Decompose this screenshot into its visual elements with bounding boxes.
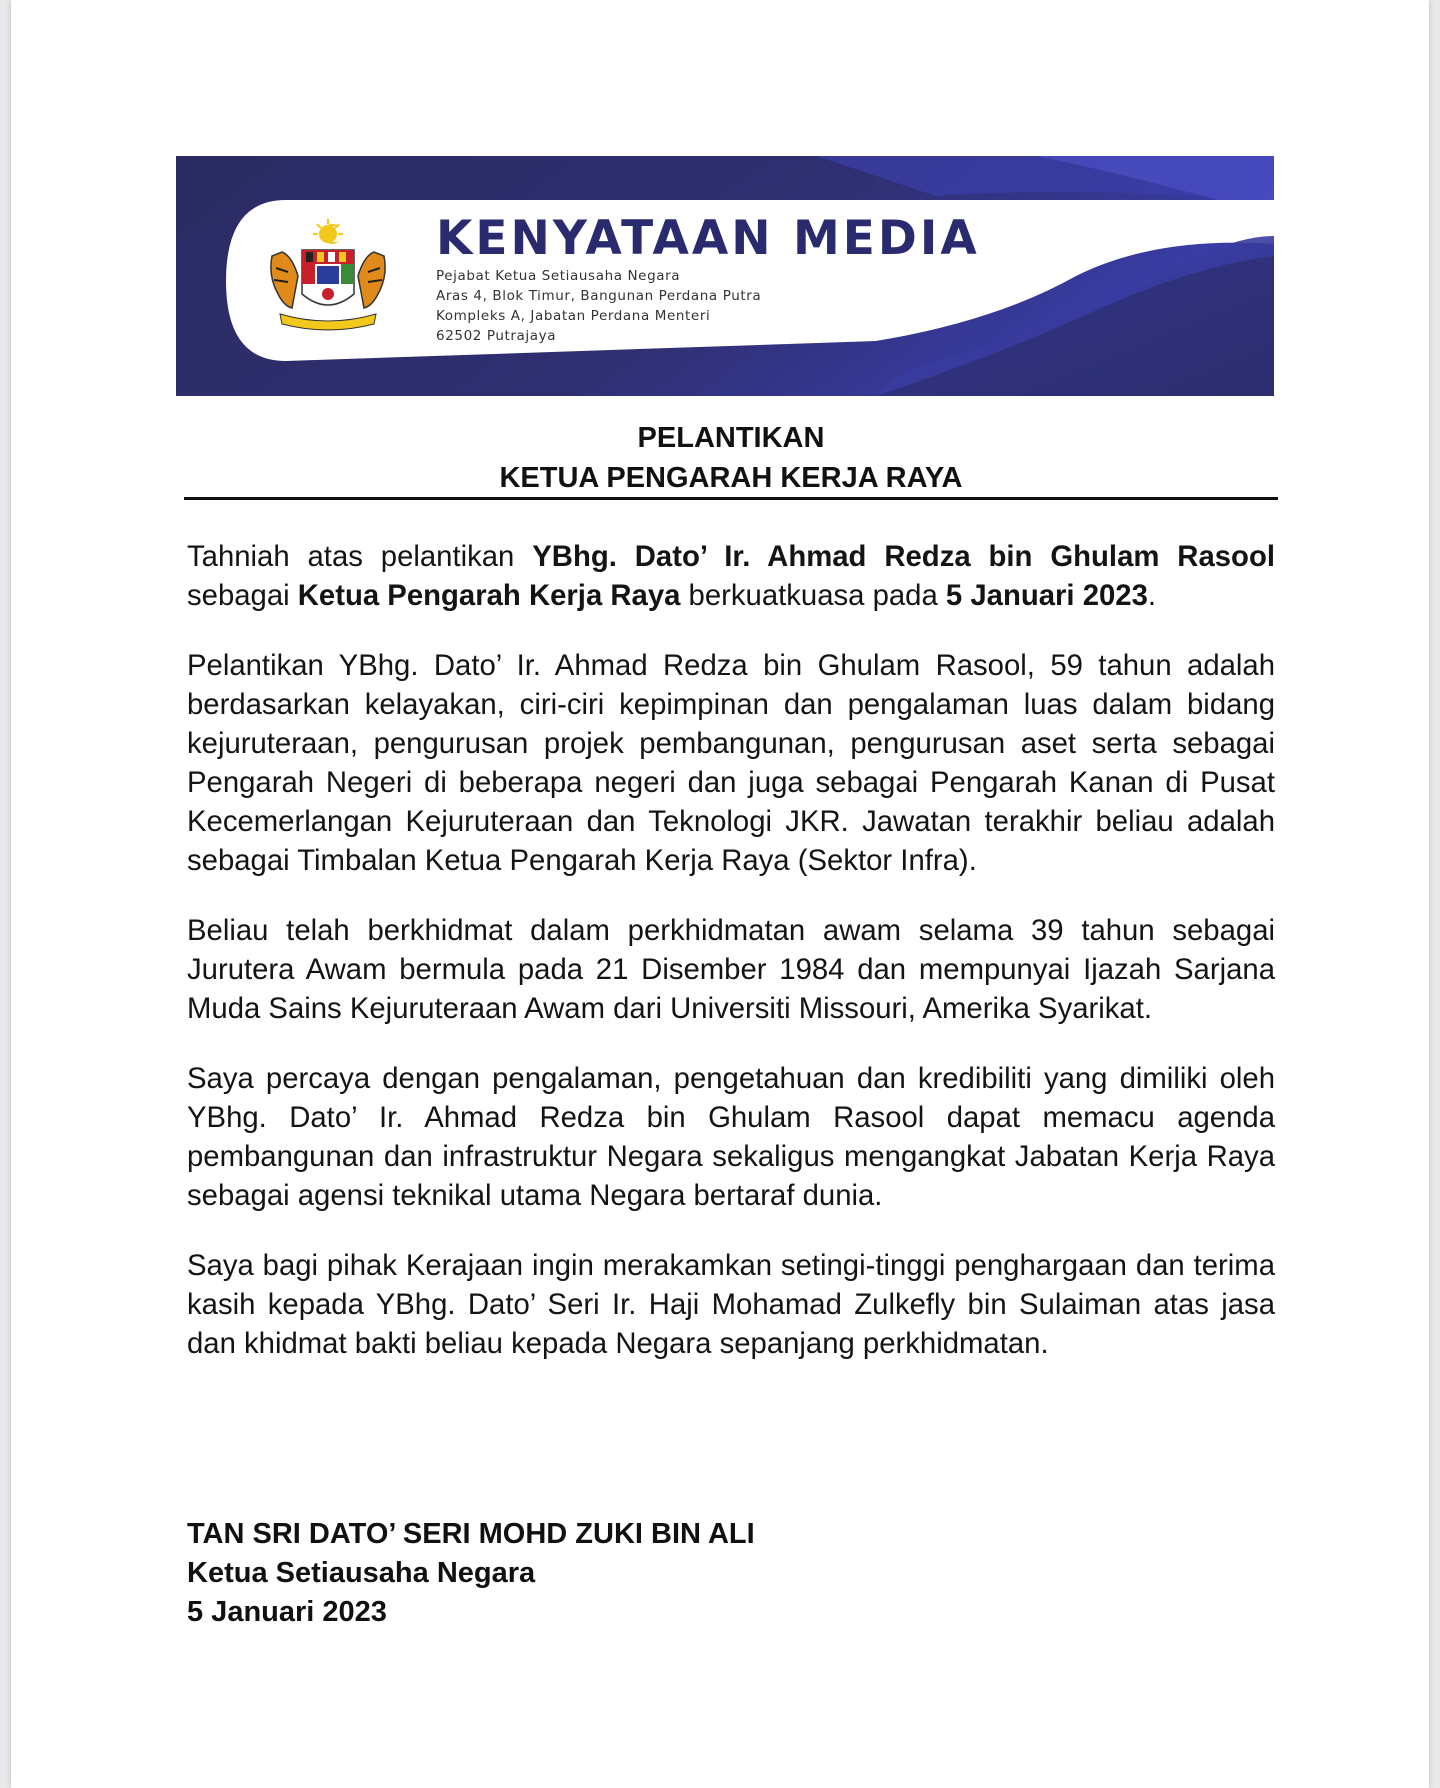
address-line: Aras 4, Blok Timur, Bangunan Perdana Putra xyxy=(436,288,762,304)
signatory-title: Ketua Setiausaha Negara xyxy=(187,1557,536,1589)
malaysia-coat-of-arms-icon xyxy=(262,216,394,340)
paragraph-4: Saya percaya dengan pengalaman, pengetahuan dan kredibiliti yang dimiliki oleh YBhg. Dato’ Ir. Ahmad Redza bin Ghulam Rasool dapat memacu agenda pembangunan dan infrastruktur Negara sekaligus mengangkat Jabatan Kerja Raya sebagai agensi teknikal utama Negara bertaraf dunia. xyxy=(187,1062,1275,1212)
text: . xyxy=(1147,579,1157,612)
heading-line-2: KETUA PENGARAH KERJA RAYA xyxy=(499,462,963,494)
text: Tahniah atas pelantikan xyxy=(187,540,533,573)
document-page xyxy=(11,0,1429,1788)
signature-block xyxy=(187,1515,755,1632)
address-line: Kompleks A, Jabatan Perdana Menteri xyxy=(436,308,711,324)
appointee-name: YBhg. Dato’ Ir. Ahmad Redza bin Ghulam Rasool xyxy=(532,540,1275,573)
statement-body xyxy=(187,537,1275,1394)
signature-date: 5 Januari 2023 xyxy=(187,1596,387,1628)
effective-date: 5 Januari 2023 xyxy=(945,579,1148,612)
heading-line-1: PELANTIKAN xyxy=(637,422,825,454)
signatory-name: TAN SRI DATO’ SERI MOHD ZUKI BIN ALI xyxy=(187,1518,755,1550)
text: berkuatkuasa pada xyxy=(680,579,946,612)
position-title: Ketua Pengarah Kerja Raya xyxy=(297,579,681,612)
heading-divider xyxy=(184,497,1278,500)
paragraph-3: Beliau telah berkhidmat dalam perkhidmatan awam selama 39 tahun sebagai Jurutera Awam bermula pada 21 Disember 1984 dan mempunyai Ijazah Sarjana Muda Sains Kejuruteraan Awam dari Universiti Missouri, Amerika Syarikat. xyxy=(187,914,1275,1025)
office-address xyxy=(436,266,761,346)
media-statement-banner xyxy=(176,156,1274,396)
paragraph-5: Saya bagi pihak Kerajaan ingin merakamkan setingi-tinggi penghargaan dan terima kasih kepada YBhg. Dato’ Seri Ir. Haji Mohamad Zulkefly bin Sulaiman atas jasa dan khidmat bakti beliau kepada Negara sepanjang perkhidmatan. xyxy=(187,1249,1275,1360)
address-line: 62502 Putrajaya xyxy=(436,328,557,344)
paragraph-1 xyxy=(187,537,1275,615)
text: sebagai xyxy=(187,579,298,612)
paragraph-2: Pelantikan YBhg. Dato’ Ir. Ahmad Redza bin Ghulam Rasool, 59 tahun adalah berdasarkan kelayakan, ciri-ciri kepimpinan dan pengalaman luas dalam bidang kejuruteraan, pengurusan projek pembangunan, pengurusan aset serta sebagai Pengarah Negeri di beberapa negeri dan juga sebagai Pengarah Kanan di Pusat Kecemerlangan Kejuruteraan dan Teknologi JKR. Jawatan terakhir beliau adalah sebagai Timbalan Ketua Pengarah Kerja Raya (Sektor Infra). xyxy=(187,649,1275,877)
document-heading xyxy=(184,418,1278,498)
banner-title: KENYATAAN MEDIA xyxy=(436,211,980,266)
address-line: Pejabat Ketua Setiausaha Negara xyxy=(436,268,681,284)
